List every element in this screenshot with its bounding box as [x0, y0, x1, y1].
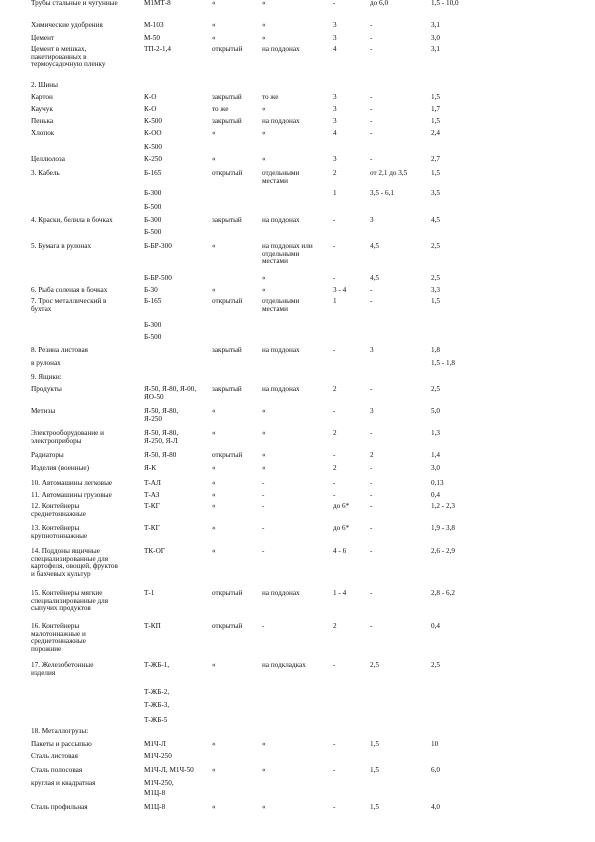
- table-row: [0, 287, 595, 297]
- tiers-cell: -: [333, 479, 336, 487]
- cargo-name-cell: Каучук: [31, 105, 53, 113]
- stacking-method-cell: «: [262, 464, 266, 472]
- cargo-name-cell: Хлопок: [31, 129, 55, 137]
- packaging-code-cell: Т-ЖБ-5: [144, 716, 168, 724]
- packaging-code-cell: М1Ч-Л, М1Ч-50: [144, 766, 194, 774]
- load-value-cell: 4,0: [431, 803, 440, 811]
- stacking-method-cell: на подкладках: [262, 661, 306, 669]
- stacking-method-cell: «: [262, 407, 266, 415]
- packaging-code-cell: Т-1: [144, 589, 155, 597]
- packaging-code-cell: Б-500: [144, 203, 162, 211]
- stack-height-cell: 3: [370, 346, 374, 354]
- load-value-cell: 3,5: [431, 189, 440, 197]
- table-row: [0, 347, 595, 357]
- tiers-cell: 3: [333, 117, 337, 125]
- table-row: [0, 547, 595, 578]
- packaging-code-cell: М1Ц-8: [144, 789, 166, 797]
- storage-type-cell: «: [212, 661, 216, 669]
- cargo-name-cell: 7. Трос металлический в бухтах: [31, 297, 107, 313]
- load-value-cell: 1,7: [431, 105, 440, 113]
- packaging-code-cell: Б-БР-500: [144, 274, 172, 282]
- stacking-method-cell: -: [262, 502, 265, 510]
- packaging-code-cell: Б-165: [144, 297, 162, 305]
- cargo-name-cell: Пакеты и рассыпью: [31, 740, 92, 748]
- stacking-method-cell: «: [262, 740, 266, 748]
- cargo-name-cell: 17. Железобетонные изделия: [31, 661, 94, 677]
- cargo-name-cell: 5. Бумага в рулонах: [31, 242, 92, 250]
- stacking-method-cell: «: [262, 21, 266, 29]
- tiers-cell: -: [333, 274, 336, 282]
- table-row: [0, 190, 595, 200]
- cargo-name-cell: 2. Шины: [31, 81, 58, 89]
- packaging-code-cell: К-250: [144, 155, 162, 163]
- storage-type-cell: открытый: [212, 169, 243, 177]
- stacking-method-cell: на поддонах: [262, 117, 300, 125]
- load-value-cell: 2,5: [431, 661, 440, 669]
- stacking-method-cell: -: [262, 491, 265, 499]
- storage-type-cell: открытый: [212, 45, 243, 53]
- tiers-cell: -: [333, 491, 336, 499]
- packaging-code-cell: Т-КГ: [144, 502, 160, 510]
- table-row: [0, 334, 595, 344]
- table-row: [0, 156, 595, 166]
- load-value-cell: 1,5 - 1,8: [431, 359, 455, 367]
- cargo-name-cell: 8. Резина листовая: [31, 346, 88, 354]
- storage-type-cell: «: [212, 766, 216, 774]
- stacking-method-cell: «: [262, 34, 266, 42]
- stack-height-cell: -: [370, 105, 373, 113]
- cargo-name-cell: Электрооборудование и электроприборы: [31, 429, 104, 445]
- stack-height-cell: 3,5 - 6,1: [370, 189, 394, 197]
- cargo-name-cell: Пенька: [31, 117, 54, 125]
- tiers-cell: -: [333, 766, 336, 774]
- table-row: [0, 144, 595, 154]
- storage-type-cell: «: [212, 547, 216, 555]
- tiers-cell: -: [333, 803, 336, 811]
- cargo-name-cell: в рулонах: [31, 359, 61, 367]
- tiers-cell: 3 - 4: [333, 286, 347, 294]
- cargo-name-cell: Метизы: [31, 407, 56, 415]
- table-row: [0, 106, 595, 116]
- stack-height-cell: -: [370, 21, 373, 29]
- stacking-method-cell: «: [262, 286, 266, 294]
- load-value-cell: 0,4: [431, 491, 440, 499]
- packaging-code-cell: М-103: [144, 21, 164, 29]
- stacking-method-cell: отдельными местами: [262, 297, 300, 313]
- storage-type-cell: «: [212, 740, 216, 748]
- packaging-code-cell: ТК-ОГ: [144, 547, 165, 555]
- stack-height-cell: -: [370, 34, 373, 42]
- tiers-cell: 4: [333, 129, 337, 137]
- storage-type-cell: «: [212, 155, 216, 163]
- stacking-method-cell: «: [262, 429, 266, 437]
- storage-type-cell: «: [212, 242, 216, 250]
- load-value-cell: 3,1: [431, 45, 440, 53]
- table-row: [0, 360, 595, 370]
- load-value-cell: 1,5: [431, 169, 440, 177]
- table-row: [0, 169, 595, 185]
- cargo-name-cell: Сталь профильная: [31, 803, 88, 811]
- stacking-method-cell: на поддонах: [262, 589, 300, 597]
- load-value-cell: 6,0: [431, 766, 440, 774]
- storage-type-cell: «: [212, 407, 216, 415]
- table-row: [0, 0, 595, 10]
- tiers-cell: до 6*: [333, 502, 350, 510]
- stack-height-cell: 3: [370, 216, 374, 224]
- table-row: [0, 622, 595, 653]
- cargo-name-cell: Цемент: [31, 34, 55, 42]
- stacking-method-cell: «: [262, 274, 266, 282]
- stack-height-cell: -: [370, 297, 373, 305]
- packaging-code-cell: К-ОО: [144, 129, 162, 137]
- stacking-method-cell: «: [262, 766, 266, 774]
- stack-height-cell: -: [370, 129, 373, 137]
- tiers-cell: -: [333, 346, 336, 354]
- packaging-code-cell: Б-30: [144, 286, 158, 294]
- table-row: [0, 297, 595, 313]
- cargo-name-cell: 18. Металлогрузы:: [31, 727, 89, 735]
- stack-height-cell: -: [370, 479, 373, 487]
- table-row: [0, 94, 595, 104]
- load-value-cell: 2,5: [431, 242, 440, 250]
- cargo-name-cell: 12. Контейнеры среднетоннажные: [31, 502, 86, 518]
- load-value-cell: 1,3: [431, 429, 440, 437]
- table-row: [0, 385, 595, 401]
- cargo-name-cell: Радиаторы: [31, 451, 64, 459]
- stacking-method-cell: на поддонах: [262, 385, 300, 393]
- load-value-cell: 2,8 - 6,2: [431, 589, 455, 597]
- packaging-code-cell: Т-ЖБ-2,: [144, 688, 170, 696]
- stack-height-cell: от 2,1 до 3,5: [370, 169, 408, 177]
- stacking-method-cell: на поддонах: [262, 216, 300, 224]
- tiers-cell: -: [333, 216, 336, 224]
- load-value-cell: 2,6 - 2,9: [431, 547, 455, 555]
- table-row: [0, 322, 595, 332]
- tiers-cell: -: [333, 661, 336, 669]
- stack-height-cell: -: [370, 45, 373, 53]
- tiers-cell: 2: [333, 622, 337, 630]
- tiers-cell: -: [333, 242, 336, 250]
- stack-height-cell: -: [370, 622, 373, 630]
- storage-type-cell: «: [212, 129, 216, 137]
- packaging-code-cell: Б-300: [144, 189, 162, 197]
- packaging-code-cell: Я-50, Я-80, Я-00, ЯО-50: [144, 385, 197, 401]
- storage-type-cell: «: [212, 34, 216, 42]
- packaging-code-cell: М-50: [144, 34, 160, 42]
- stack-height-cell: -: [370, 286, 373, 294]
- stack-height-cell: -: [370, 491, 373, 499]
- stack-height-cell: 4,5: [370, 274, 379, 282]
- tiers-cell: -: [333, 407, 336, 415]
- storage-type-cell: «: [212, 491, 216, 499]
- cargo-name-cell: 3. Кабель: [31, 169, 60, 177]
- load-value-cell: 3,0: [431, 34, 440, 42]
- stacking-method-cell: «: [262, 0, 266, 7]
- tiers-cell: 3: [333, 155, 337, 163]
- table-row: [0, 524, 595, 540]
- stacking-method-cell: на поддонах: [262, 346, 300, 354]
- stack-height-cell: 1,5: [370, 803, 379, 811]
- stack-height-cell: -: [370, 385, 373, 393]
- storage-type-cell: «: [212, 429, 216, 437]
- stacking-method-cell: то же: [262, 93, 279, 101]
- load-value-cell: 3,0: [431, 464, 440, 472]
- stack-height-cell: -: [370, 429, 373, 437]
- storage-type-cell: «: [212, 464, 216, 472]
- packaging-code-cell: ТП-2-1,4: [144, 45, 171, 53]
- packaging-code-cell: Б-165: [144, 169, 162, 177]
- cargo-name-cell: 9. Ящики:: [31, 373, 62, 381]
- table-row: [0, 22, 595, 32]
- stacking-method-cell: отдельными местами: [262, 169, 300, 185]
- stacking-method-cell: -: [262, 547, 265, 555]
- stack-height-cell: -: [370, 464, 373, 472]
- stacking-method-cell: «: [262, 803, 266, 811]
- storage-type-cell: закрытый: [212, 93, 242, 101]
- load-value-cell: 1,5 - 10,0: [431, 0, 459, 7]
- cargo-name-cell: 10. Автомашины легковые: [31, 479, 113, 487]
- cargo-name-cell: Трубы стальные и чугунные: [31, 0, 118, 7]
- load-value-cell: 4,5: [431, 216, 440, 224]
- cargo-name-cell: 14. Поддоны ящичные специализированные для картофеля, овощей, фруктов и бахчевых культур: [31, 547, 118, 578]
- table-row: [0, 480, 595, 490]
- cargo-name-cell: 4. Краски, белила в бочках: [31, 216, 113, 224]
- packaging-code-cell: К-О: [144, 93, 157, 101]
- load-value-cell: 1,4: [431, 451, 440, 459]
- load-value-cell: 2,4: [431, 129, 440, 137]
- stacking-method-cell: «: [262, 155, 266, 163]
- cargo-name-cell: Цемент в мешках, пакетированных в термоусадочную пленку: [31, 45, 106, 69]
- stacking-method-cell: -: [262, 479, 265, 487]
- table-row: [0, 374, 595, 384]
- packaging-code-cell: М1Ч-250,: [144, 779, 174, 787]
- table-row: [0, 767, 595, 777]
- packaging-code-cell: Б-БР-300: [144, 242, 172, 250]
- storage-type-cell: «: [212, 21, 216, 29]
- load-value-cell: 2,5: [431, 274, 440, 282]
- storage-type-cell: открытый: [212, 622, 243, 630]
- storage-type-cell: закрытый: [212, 117, 242, 125]
- table-row: [0, 217, 595, 227]
- cargo-name-cell: 13. Контейнеры крупнотоннажные: [31, 524, 88, 540]
- cargo-name-cell: круглая и квадратная: [31, 779, 96, 787]
- packaging-code-cell: Б-500: [144, 333, 162, 341]
- tiers-cell: 2: [333, 385, 337, 393]
- table-row: [0, 804, 595, 814]
- packaging-code-cell: Т-АЗ: [144, 491, 160, 499]
- table-row: [0, 45, 595, 69]
- load-value-cell: 5,0: [431, 407, 440, 415]
- table-row: [0, 741, 595, 751]
- tiers-cell: 2: [333, 464, 337, 472]
- packaging-code-cell: М1Ч-Л: [144, 740, 166, 748]
- load-value-cell: 1,9 - 3,8: [431, 524, 455, 532]
- table-row: [0, 204, 595, 214]
- stacking-method-cell: «: [262, 129, 266, 137]
- storage-type-cell: то же: [212, 105, 229, 113]
- storage-type-cell: закрытый: [212, 216, 242, 224]
- tiers-cell: -: [333, 451, 336, 459]
- stack-height-cell: -: [370, 117, 373, 125]
- stack-height-cell: 2: [370, 451, 374, 459]
- packaging-code-cell: Я-К: [144, 464, 156, 472]
- load-value-cell: 1,5: [431, 297, 440, 305]
- packaging-code-cell: Я-50, Я-80, Я-250, Я-Л: [144, 429, 179, 445]
- packaging-code-cell: К-500: [144, 143, 162, 151]
- packaging-code-cell: Я-50, Я-80: [144, 451, 177, 459]
- table-row: [0, 728, 595, 738]
- packaging-code-cell: К-500: [144, 117, 162, 125]
- stack-height-cell: -: [370, 589, 373, 597]
- tiers-cell: 4 - 6: [333, 547, 347, 555]
- cargo-name-cell: 15. Контейнеры мягкие специализированные для сыпучих продуктов: [31, 589, 109, 613]
- load-value-cell: 2,5: [431, 385, 440, 393]
- tiers-cell: 1 - 4: [333, 589, 347, 597]
- tiers-cell: 3: [333, 21, 337, 29]
- load-value-cell: 1,8: [431, 346, 440, 354]
- stack-height-cell: до 6,0: [370, 0, 389, 7]
- tiers-cell: 3: [333, 105, 337, 113]
- stack-height-cell: -: [370, 155, 373, 163]
- cargo-name-cell: Изделия (военные): [31, 464, 89, 472]
- storage-type-cell: «: [212, 286, 216, 294]
- packaging-code-cell: Т-КП: [144, 622, 161, 630]
- packaging-code-cell: М1Ц-8: [144, 803, 166, 811]
- table-row: [0, 407, 595, 423]
- table-row: [0, 753, 595, 763]
- tiers-cell: 2: [333, 429, 337, 437]
- table-row: [0, 661, 595, 677]
- stacking-method-cell: «: [262, 105, 266, 113]
- load-value-cell: 1,5: [431, 117, 440, 125]
- table-row: [0, 82, 595, 92]
- stacking-method-cell: -: [262, 622, 265, 630]
- stacking-method-cell: на поддонах: [262, 45, 300, 53]
- storage-type-cell: «: [212, 0, 216, 7]
- cargo-name-cell: Сталь полосовая: [31, 766, 83, 774]
- packaging-code-cell: Б-500: [144, 228, 162, 236]
- load-value-cell: 3,3: [431, 286, 440, 294]
- table-row: [0, 452, 595, 462]
- stacking-method-cell: «: [262, 451, 266, 459]
- cargo-name-cell: Химические удобрения: [31, 21, 103, 29]
- stack-height-cell: 1,5: [370, 740, 379, 748]
- stack-height-cell: 3: [370, 407, 374, 415]
- table-row: [0, 35, 595, 45]
- stack-height-cell: -: [370, 93, 373, 101]
- packaging-code-cell: Т-АЛ: [144, 479, 161, 487]
- cargo-name-cell: Сталь листовая: [31, 752, 78, 760]
- tiers-cell: -: [333, 740, 336, 748]
- cargo-name-cell: 11. Автомашины грузовые: [31, 491, 112, 499]
- storage-type-cell: открытый: [212, 297, 243, 305]
- load-value-cell: 1,2 - 2,3: [431, 502, 455, 510]
- tiers-cell: 4: [333, 45, 337, 53]
- load-value-cell: 2,7: [431, 155, 440, 163]
- packaging-code-cell: Б-300: [144, 321, 162, 329]
- table-row: [0, 465, 595, 475]
- table-row: [0, 242, 595, 266]
- packaging-code-cell: Т-КГ: [144, 524, 160, 532]
- storage-type-cell: «: [212, 502, 216, 510]
- stack-height-cell: 2,5: [370, 661, 379, 669]
- storage-type-cell: «: [212, 803, 216, 811]
- storage-type-cell: открытый: [212, 589, 243, 597]
- tiers-cell: до 6*: [333, 524, 350, 532]
- table-row: [0, 502, 595, 518]
- load-value-cell: 3,1: [431, 21, 440, 29]
- cargo-name-cell: Картон: [31, 93, 53, 101]
- table-row: [0, 717, 595, 727]
- load-value-cell: 1,5: [431, 93, 440, 101]
- table-row: [0, 118, 595, 128]
- tiers-cell: 3: [333, 34, 337, 42]
- table-row: [0, 702, 595, 712]
- table-row: [0, 229, 595, 239]
- stacking-method-cell: -: [262, 524, 265, 532]
- storage-type-cell: закрытый: [212, 346, 242, 354]
- storage-type-cell: закрытый: [212, 385, 242, 393]
- packaging-code-cell: Я-50, Я-80, Я-250: [144, 407, 179, 423]
- load-value-cell: 10: [431, 740, 439, 748]
- storage-type-cell: «: [212, 524, 216, 532]
- tiers-cell: 3: [333, 93, 337, 101]
- storage-type-cell: открытый: [212, 451, 243, 459]
- load-value-cell: 0,4: [431, 622, 440, 630]
- table-row: [0, 689, 595, 699]
- packaging-code-cell: Т-ЖБ-3,: [144, 701, 170, 709]
- load-value-cell: 0,13: [431, 479, 444, 487]
- stacking-method-cell: на поддонах или отдельными местами: [262, 242, 313, 266]
- tiers-cell: 1: [333, 297, 337, 305]
- stack-height-cell: -: [370, 524, 373, 532]
- table-row: [0, 589, 595, 613]
- cargo-name-cell: Продукты: [31, 385, 62, 393]
- table-row: [0, 130, 595, 140]
- cargo-name-cell: Целлюлоза: [31, 155, 65, 163]
- table-row: [0, 780, 595, 790]
- table-row: [0, 492, 595, 502]
- stack-height-cell: 1,5: [370, 766, 379, 774]
- packaging-code-cell: Б-300: [144, 216, 162, 224]
- stack-height-cell: -: [370, 502, 373, 510]
- stack-height-cell: -: [370, 547, 373, 555]
- packaging-code-cell: К-О: [144, 105, 157, 113]
- tiers-cell: -: [333, 0, 336, 7]
- table-row: [0, 275, 595, 285]
- table-row: [0, 429, 595, 445]
- tiers-cell: 2: [333, 169, 337, 177]
- cargo-name-cell: 16. Контейнеры малотоннажные и среднетоннажные порожние: [31, 622, 86, 653]
- tiers-cell: 1: [333, 189, 337, 197]
- packaging-code-cell: М1Ч-250: [144, 752, 172, 760]
- cargo-name-cell: 6. Рыба соленая в бочках: [31, 286, 108, 294]
- packaging-code-cell: М1МТ-8: [144, 0, 171, 7]
- storage-type-cell: «: [212, 479, 216, 487]
- stack-height-cell: 4,5: [370, 242, 379, 250]
- table-row: [0, 790, 595, 800]
- packaging-code-cell: Т-ЖБ-1,: [144, 661, 170, 669]
